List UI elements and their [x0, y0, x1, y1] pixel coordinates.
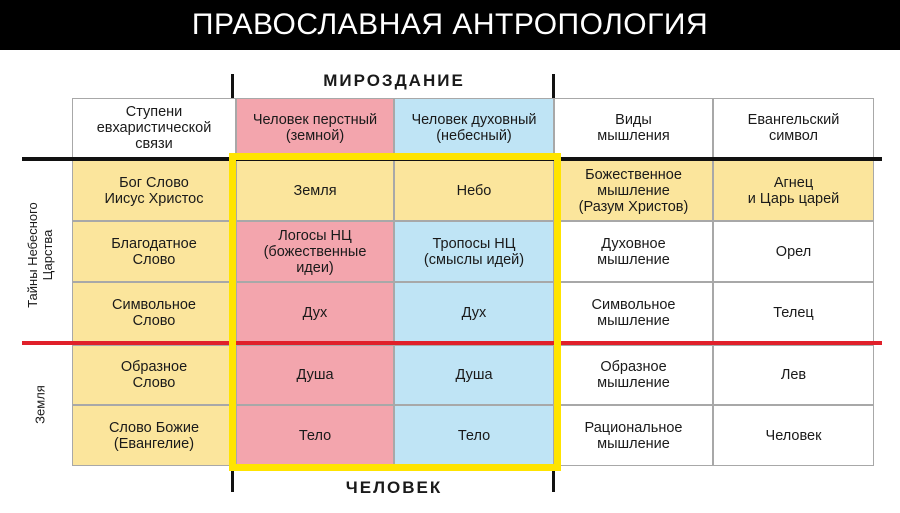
header-earthly-man: Человек перстный (земной): [236, 98, 394, 158]
row4-spiritual: Душа: [394, 345, 554, 405]
row4-thinking: Образное мышление: [554, 345, 713, 405]
row2-symbol: Орел: [713, 221, 874, 282]
row2-thinking: Духовное мышление: [554, 221, 713, 282]
row4-earthly: Душа: [236, 345, 394, 405]
row5-earthly: Тело: [236, 405, 394, 466]
row3-symbol: Телец: [713, 282, 874, 343]
row1-thinking: Божественное мышление (Разум Христов): [554, 160, 713, 221]
row1-earthly: Земля: [236, 160, 394, 221]
row5-thinking: Рациональное мышление: [554, 405, 713, 466]
row3-step: Символьное Слово: [72, 282, 236, 343]
red-divider: [22, 341, 882, 345]
row5-symbol: Человек: [713, 405, 874, 466]
row4-step: Образное Слово: [72, 345, 236, 405]
title-bar: [0, 0, 900, 50]
header-steps: Ступени евхаристической связи: [72, 98, 236, 158]
header-spiritual-man: Человек духовный (небесный): [394, 98, 554, 158]
row3-spiritual: Дух: [394, 282, 554, 343]
row3-earthly: Дух: [236, 282, 394, 343]
row1-spiritual: Небо: [394, 160, 554, 221]
row2-step: Благодатное Слово: [72, 221, 236, 282]
header-symbol: Евангельский символ: [713, 98, 874, 158]
top-heading: МИРОЗДАНИЕ: [323, 71, 465, 90]
row5-step: Слово Божие (Евангелие): [72, 405, 236, 466]
row3-thinking: Символьное мышление: [554, 282, 713, 343]
black-divider: [22, 157, 882, 161]
side-label-heavenly: Тайны Небесного Царства: [25, 202, 55, 308]
row2-spiritual: Тропосы НЦ (смыслы идей): [394, 221, 554, 282]
side-label-earth: Земля: [32, 385, 48, 424]
row1-step: Бог Слово Иисус Христос: [72, 160, 236, 221]
row5-spiritual: Тело: [394, 405, 554, 466]
row2-earthly: Логосы НЦ (божественные идеи): [236, 221, 394, 282]
row1-symbol: Агнец и Царь царей: [713, 160, 874, 221]
bottom-heading: ЧЕЛОВЕК: [345, 478, 443, 497]
page-title: ПРАВОСЛАВНАЯ АНТРОПОЛОГИЯ: [191, 8, 709, 41]
header-thinking: Виды мышления: [554, 98, 713, 158]
row4-symbol: Лев: [713, 345, 874, 405]
